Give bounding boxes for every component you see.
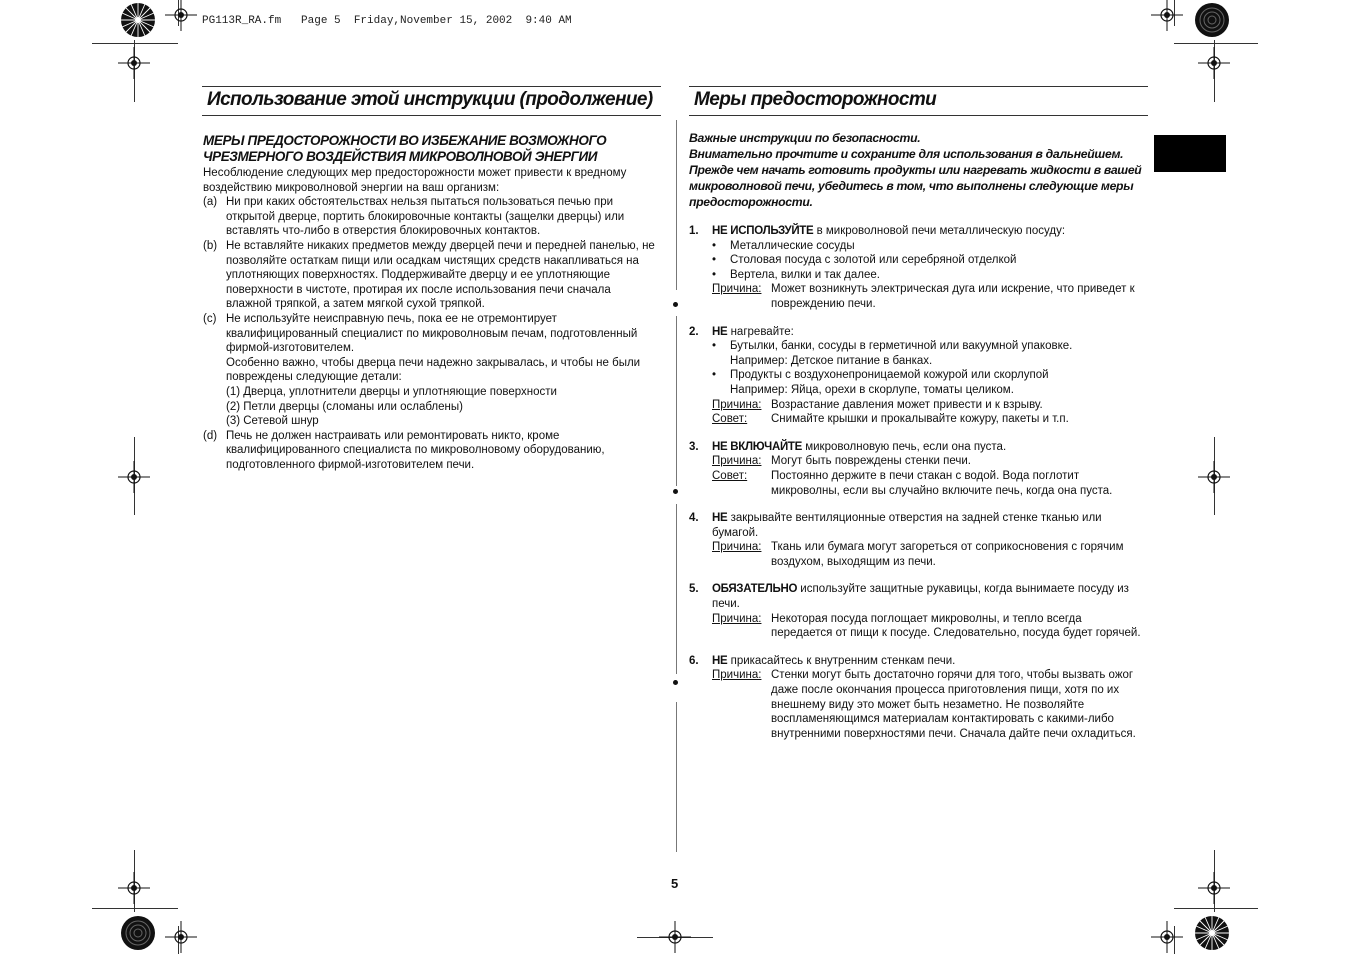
registration-mark-icon	[655, 917, 695, 954]
bullet-line: • Столовая посуда с золотой или серебряной отделкой	[730, 254, 1017, 267]
item-line: Не вставляйте никаких предметов между дверцей печи и передней панелью, не	[226, 239, 655, 252]
starburst-target-icon	[1194, 2, 1230, 38]
bullet-line: • Бутылки, банки, сосуды в герметичной или вакуумной упаковке.	[730, 340, 1073, 353]
note-line: воздухом, выходящим из печи.	[771, 555, 936, 568]
item-line: уплотняющих поверхностях. Поддерживайте дверцу и ее уплотняющие	[226, 269, 611, 282]
precaution-item	[203, 239, 663, 312]
item-line: позволяйте остаткам пищи или осадкам чистящих средств накапливаться на	[226, 254, 639, 267]
item-heading-rest: прикасайтесь к внутренним стенкам печи.	[727, 654, 956, 667]
registration-mark-icon	[1194, 868, 1234, 908]
intro-line: предосторожности.	[689, 195, 813, 209]
bullet-dot	[673, 302, 678, 307]
safety-item	[689, 582, 1151, 640]
note-item	[689, 282, 1151, 311]
note-label: Причина:	[712, 541, 762, 554]
bullet-item	[689, 239, 1151, 254]
item-text	[203, 239, 663, 312]
starburst-target-icon	[120, 2, 156, 38]
item-text	[203, 429, 663, 473]
safety-item	[689, 511, 1151, 569]
page-number: 5	[671, 876, 679, 891]
safety-list	[689, 224, 1151, 741]
item-label: (c)	[203, 312, 217, 325]
intro-line: Прежде чем начать готовить продукты или нагревать жидкости в вашей	[689, 163, 1142, 177]
section-tab	[1154, 135, 1226, 172]
file-slug: PG113R_RA.fm Page 5 Friday,November 15, 2002 9:40 AM	[202, 15, 572, 27]
note-label: Причина:	[712, 669, 762, 682]
item-line: Не используйте неисправную печь, пока ее не отремонтирует	[226, 312, 557, 325]
note-label: Совет:	[712, 469, 748, 482]
item-line: повреждены следующие детали:	[226, 371, 402, 384]
item-line: Ни при каких обстоятельствах нельзя пытаться пользоваться печью при	[226, 196, 614, 209]
note-item	[689, 540, 1151, 569]
item-heading	[689, 325, 1151, 340]
safety-intro	[689, 130, 1151, 210]
crop-mark	[92, 908, 178, 909]
item-heading-rest: закрывайте вентиляционные отверстия на задней стенке тканью или	[727, 512, 1102, 525]
item-line: поверхности в чистоте, протирая их после использования печи сначала	[226, 283, 611, 296]
bullet-item	[689, 253, 1151, 268]
section-heading-line: МЕРЫ ПРЕДОСТОРОЖНОСТИ ВО ИЗБЕЖАНИЕ ВОЗМОЖНОГО	[203, 133, 607, 148]
item-heading	[689, 582, 1151, 597]
note-item	[689, 668, 1151, 741]
note-line: Могут быть повреждены стенки печи.	[771, 455, 971, 468]
section-heading	[203, 133, 663, 165]
left-column	[203, 133, 663, 472]
item-line: открытой дверце, портить блокировочные контакты (защелки дверцы) или	[226, 210, 625, 223]
item-number: 4.	[689, 512, 699, 525]
note-label: Причина:	[712, 612, 762, 625]
item-number: 6.	[689, 654, 699, 667]
item-heading-cont: бумагой.	[712, 526, 759, 539]
intro-line: микроволновой печи, убедитесь в том, что выполнены следующие меры	[689, 179, 1134, 193]
item-keyword: НЕ	[712, 654, 728, 667]
item-line: (3) Сетевой шнур	[226, 415, 319, 428]
column-divider	[676, 120, 677, 290]
bullet-item	[689, 368, 1151, 397]
column-divider	[676, 316, 677, 486]
note-line: Может возникнуть электрическая дуга или искрение, что приведет к	[771, 283, 1135, 296]
item-heading	[689, 224, 1151, 239]
item-line: вставлять что-либо в отверстия блокировочных контактов.	[226, 225, 541, 238]
title-rule-top	[202, 86, 661, 87]
note-line: воспламеняющимся материалам контактировать с какими-либо	[771, 713, 1114, 726]
bullet-line: • Вертела, вилки и так далее.	[730, 268, 880, 281]
item-line: квалифицированный специалист по микроволновым печам, подготовленный	[226, 327, 638, 340]
note-line: Возрастание давления может привести и к взрыву.	[771, 398, 1043, 411]
item-keyword: НЕ	[712, 325, 728, 338]
item-heading	[689, 654, 1151, 669]
precaution-item	[203, 312, 663, 429]
section-heading-line: ЧРЕЗМЕРНОГО ВОЗДЕЙСТВИЯ МИКРОВОЛНОВОЙ ЭНЕРГИИ	[203, 149, 598, 164]
precaution-item	[203, 429, 663, 473]
item-line: Печь не должен настраивать или ремонтировать никто, кроме	[226, 429, 560, 442]
note-line: Постоянно держите в печи стакан с водой. Вода поглотит	[771, 469, 1080, 482]
item-line: Особенно важно, чтобы дверца печи надежно закрывалась, и чтобы не были	[226, 356, 641, 369]
left-page-title: Использование этой инструкции (продолжение)	[207, 89, 653, 110]
bullet-dot	[673, 680, 678, 685]
item-keyword: ОБЯЗАТЕЛЬНО	[712, 583, 798, 596]
note-line: Стенки могут быть достаточно горячи для того, чтобы вызвать ожог	[771, 669, 1134, 682]
item-heading-rest: используйте защитные рукавицы, когда вынимаете посуду из	[797, 583, 1129, 596]
note-label: Причина:	[712, 398, 762, 411]
registration-mark-icon	[114, 457, 154, 497]
note-item	[689, 398, 1151, 413]
item-label: (d)	[203, 429, 218, 442]
registration-mark-icon	[114, 868, 154, 908]
intro-paragraph	[203, 166, 663, 195]
bullet-line: • Продукты с воздухонепроницаемой кожурой или скорлупой	[730, 369, 1049, 382]
precaution-item	[203, 195, 663, 239]
note-line: Ткань или бумага могут загореться от соприкосновения с горячим	[771, 541, 1124, 554]
starburst-target-icon	[1194, 915, 1230, 951]
item-number: 2.	[689, 325, 699, 338]
note-line: внешнему виду это может быть незаметно. Не позволяйте	[771, 698, 1085, 711]
registration-mark-icon	[1194, 457, 1234, 497]
note-label: Причина:	[712, 455, 762, 468]
item-line: влажной тряпкой, а затем мягкой сухой тряпкой.	[226, 298, 485, 311]
bullet-line: • Металлические сосуды	[730, 239, 855, 252]
item-line: (2) Петли дверцы (сломаны или ослаблены)	[226, 400, 463, 413]
title-rule-top	[689, 86, 1148, 87]
title-rule-bottom	[689, 115, 1148, 116]
intro-line: Внимательно прочтите и сохраните для использования в дальнейшем.	[689, 147, 1124, 161]
registration-mark-icon	[1147, 917, 1187, 954]
column-divider	[676, 702, 677, 852]
note-line: внутренними поверхностями печи. Сначала дайте печи охладиться.	[771, 727, 1136, 740]
item-number: 3.	[689, 440, 699, 453]
item-keyword: НЕ ВКЛЮЧАЙТЕ	[712, 440, 803, 453]
item-line: квалифицированного специалиста по микроволновому оборудованию,	[226, 444, 605, 457]
registration-mark-icon	[161, 917, 201, 954]
title-rule-bottom	[202, 115, 661, 116]
registration-mark-icon	[114, 43, 154, 83]
item-line: фирмой-изготовителем.	[226, 342, 355, 355]
precaution-list	[203, 195, 663, 472]
item-heading	[689, 440, 1151, 455]
note-line: Некоторая посуда поглощает микроволны, и тепло всегда	[771, 612, 1082, 625]
item-text	[203, 195, 663, 239]
item-line: подготовленного фирмой-изготовителем печи.	[226, 458, 475, 471]
item-line: (1) Дверца, уплотнители дверцы и уплотняющие поверхности	[226, 385, 557, 398]
item-number: 1.	[689, 225, 699, 237]
right-page-title: Меры предосторожности	[694, 89, 937, 110]
note-item	[689, 612, 1151, 641]
safety-item	[689, 224, 1151, 312]
note-item	[689, 454, 1151, 469]
column-divider	[676, 504, 677, 674]
registration-mark-icon	[1194, 43, 1234, 83]
note-item	[689, 469, 1151, 498]
safety-item	[689, 325, 1151, 427]
intro-line: Несоблюдение следующих мер предосторожности может привести к вредному	[203, 167, 627, 179]
right-column	[689, 130, 1151, 754]
note-label: Причина:	[712, 283, 762, 296]
intro-line: Важные инструкции по безопасности.	[689, 131, 921, 145]
item-label: (a)	[203, 196, 218, 209]
bullet-item	[689, 339, 1151, 368]
crop-mark	[1174, 908, 1258, 909]
registration-mark-icon	[161, 0, 201, 32]
item-number: 5.	[689, 583, 699, 596]
item-heading	[689, 511, 1151, 526]
item-text	[203, 312, 663, 429]
bullet-line: Например: Детское питание в банках.	[730, 354, 933, 367]
item-keyword: НЕ ИСПОЛЬЗУЙТЕ	[712, 225, 814, 237]
item-heading-rest: микроволновую печь, если она пуста.	[802, 440, 1007, 453]
bullet-dot	[673, 489, 678, 494]
safety-item	[689, 440, 1151, 498]
safety-item	[689, 654, 1151, 742]
note-line: даже после окончания процесса приготовления пищи, хотя по их	[771, 684, 1120, 697]
item-heading-rest: нагревайте:	[727, 325, 794, 338]
note-line: микроволны, если вы случайно включите печь, когда она пуста.	[771, 484, 1113, 497]
intro-line: воздействию микроволновой энергии на ваш организм:	[203, 181, 500, 194]
note-label: Совет:	[712, 413, 748, 426]
item-label: (b)	[203, 239, 218, 252]
note-line: передается от пищи к посуде. Следовательно, посуда будет горячей.	[771, 627, 1141, 640]
note-line: Снимайте крышки и прокалывайте кожуру, пакеты и т.п.	[771, 413, 1069, 426]
item-heading-cont: печи.	[712, 598, 740, 611]
note-line: повреждению печи.	[771, 297, 876, 310]
registration-mark-icon	[1147, 0, 1187, 32]
note-item	[689, 412, 1151, 427]
item-heading-rest: в микроволновой печи металлическую посуду:	[813, 225, 1066, 237]
bullet-line: Например: Яйца, орехи в скорлупе, томаты целиком.	[730, 383, 1014, 396]
bullet-item	[689, 268, 1151, 283]
starburst-target-icon	[120, 915, 156, 951]
item-keyword: НЕ	[712, 512, 728, 525]
